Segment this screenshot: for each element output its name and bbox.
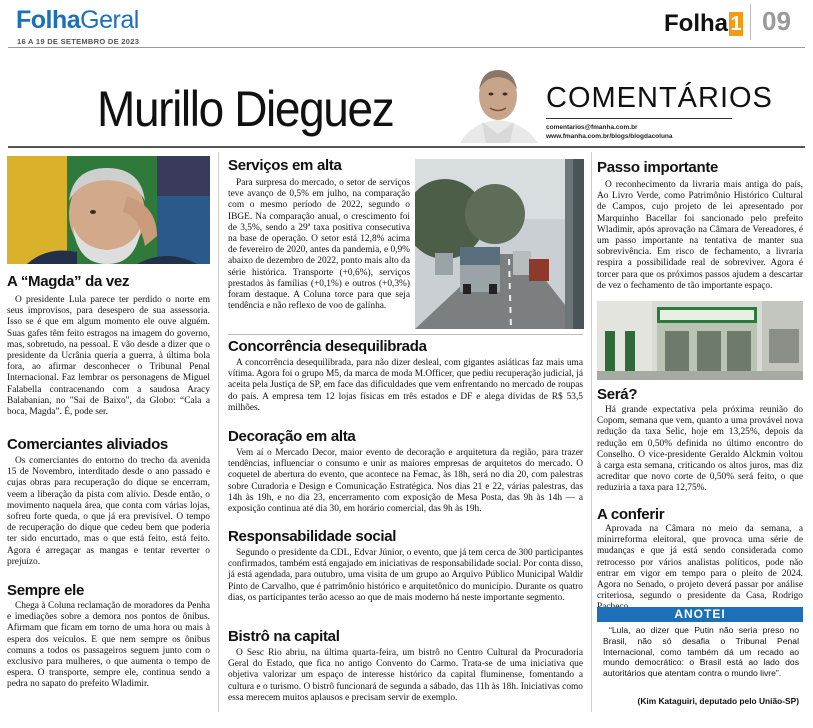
column-title: COMENTÁRIOS (546, 82, 773, 114)
headline-decoracao: Decoração em alta (228, 428, 356, 445)
body-sera: Há grande expectativa pela próxima reunião do Copom, semana que vem, quanto a uma provável nova redução da taxa Selic, hoje em 13,25%, depois da redução em 0,50% definida no último encontro do Conselho. O vice-presidente Geraldo Alckmin voltou à carga esta semana, criticando os altos juros, mas diz acreditar que novo corte de 0,50% será feito, o que reduziria a taxa para 12,75%. (597, 405, 803, 494)
headline-responsabilidade: Responsabilidade social (228, 528, 397, 545)
body-responsabilidade: Segundo o presidente da CDL, Edvar Júnior, o evento, que já tem cerca de 300 participantes confirmados, também está engajado em iniciativas de responsabilidade social. Por conta disso, já está agendada, para outubro, uma visita de um grupo ao Arquivo Público Municipal Waldir Pinto de Carvalho, que é patrimônio histórico e arquitetônico do município. Durante os quatro dias, os participantes terão acesso ao que de mais moderno há neste importante segmento. (228, 548, 583, 603)
headline-sempre-ele: Sempre ele (7, 582, 85, 599)
body-servicos: Para surpresa do mercado, o setor de serviços teve avanço de 0,5% em julho, na comparação com o mesmo período de 2022, segundo o IBGE. Na comparação anual, o crescimento foi de 3,5%, sendo a 29ª taxa positiva consecutiva na base de operação. O setor está 12,8% acima de fevereiro de 2020, antes da pandemia, e 0,9% abaixo de dezembro de 2022, ponto mais alto da série histórica. Transporte (+0,6%), serviços prestados às famílias (+0,1%) e outros (+0,3%) foram destaque. A Coluna torce para que seja tendência e não reflexo de voo de galinha. (228, 178, 410, 312)
anotei-quote: “Lula, ao dizer que Putin não seria preso no Brasil, não só desafia o Tribunal Penal Internacional, como também dá um recado ao mundo democrático: o Brasil está ao lado dos autoritários que atentam contra o mundo livre”. (603, 625, 799, 679)
body-bistro: O Sesc Rio abriu, na última quarta-feira, um bistrô no Centro Cultural da Procuradoria Geral do Estado, que fica no antigo Convento do Carmo. Trata-se de uma iniciativa que objetiva valorizar um espaço de interesse histórico da capital fluminense, fomentando a cultura e o turismo. O bistrô funcionará de segunda a sábado, das 11h às 18h. Iniciativas como essa merecem muitos aplausos e precisam servir de exemplo. (228, 648, 583, 703)
body-concorrencia: A concorrência desequilibrada, para não dizer desleal, com gigantes asiáticas faz mais uma vítima. Agora foi o grupo M5, da marca de moda M.Officer, que pediu recuperação judicial, já aceita pela Justiça de SP, em face das dificuldades que vem enfrentando no mercado de roupas do país. A empresa tem 12 lojas físicas em três estados e DF e alega dívidas de R$ 53,5 milhões. (228, 358, 583, 413)
lula-photo (7, 156, 210, 264)
author-photo (452, 60, 544, 143)
truck-highway-photo (415, 159, 584, 329)
column-title-rule (546, 118, 732, 119)
body-magda: O presidente Lula parece ter perdido o norte em seus improvisos, para desespero de sua assessoria. Isso se é que em algum momento ele ouve alguém. Suas gafes têm feito estragos na imagem do governo, mas, sobretudo, na pessoal. E vão desde a dizer que o presidente da Ucrânia queria a guerra, à última bola fora, ao afirmar desconhecer o Tribunal Penal Internacional. Faz lembrar os personagens de Miguel Falabella contracenando com a saudosa Aracy Balabanian, no "Sai de Baixo", da Globo: “Cala a boca, Magda”. É, pode ser. (7, 295, 210, 418)
column-email-link[interactable]: comentarios@fmanha.com.br (546, 124, 638, 131)
anotei-label: ANOTEI (597, 607, 803, 622)
headline-bistro: Bistrô na capital (228, 628, 340, 645)
headline-sera: Será? (597, 386, 638, 403)
body-decoracao: Vem aí o Mercado Decor, maior evento de decoração e arquitetura da região, para trazer tendências, influenciar o consumo e unir as maiores empresas de arquitetos do mercado. O coquetel de abertura do evento, que acontece na Femac, às 18h, será no dia 20, com palestras sobre Curadoria e Design e Comunicação Estratégica. Nos dias 21 e 22, várias palestras, das 14h às 19h, e no dia 23, encerramento com exposição de Mesa Posta, das 9h às 14h — a exposição continua até dia 30, em horário comercial, das 9h às 19h. (228, 448, 583, 515)
bookstore-photo (597, 301, 803, 380)
masthead-rule (8, 146, 805, 148)
column-site-link[interactable]: www.fmanha.com.br/blogs/blogdacoluna (546, 133, 673, 140)
paper-logo (664, 10, 743, 38)
column-author-name: Murillo Dieguez (97, 81, 394, 137)
edition-date: 16 A 19 DE SETEMBRO DE 2023 (17, 37, 140, 46)
header-divider (750, 4, 751, 40)
body-conferir: Aprovada na Câmara no meio da semana, a minirreforma eleitoral, que provoca uma série de mudanças e que já está sendo considerada como retrocesso por vários analistas políticos, pode não entrar em vigor em tempo para o pleito de 2024. Agora no Senado, o projeto deverá passar por análise criteriosa, segundo o presidente da Casa, Rodrigo (597, 524, 803, 602)
section-brand-bold: Folha (16, 6, 81, 34)
headline-comerciantes: Comerciantes aliviados (7, 436, 168, 453)
header-rule (8, 47, 805, 48)
rule-middle-1 (228, 334, 583, 335)
page-number: 09 (762, 6, 791, 36)
column-divider-right (591, 152, 592, 712)
body-comerciantes: Os comerciantes do entorno do trecho da avenida 15 de Novembro, interditado desde o ano passado e cujas obras para recuperação do dique se encerram, veem a liberação da pista com alívio. Desde então, o movimento naquela área, que conta com várias lojas, sofreu forte queda, o que já era previsível. O tempo de recuperação do dique que cedeu bem que poderia ter sido encurtado, mas o que está feito, está feito. Agora é arregaçar as mangas e tentar reverter o prejuízo. (7, 456, 210, 567)
paper-logo-text: Folha (664, 10, 728, 37)
body-passo: O reconhecimento da livraria mais antiga do país, Ao Livro Verde, como Patrimônio Histórico Cultural de Campos, cujo projeto de lei apresentado por Marquinho Bacellar foi sancionado pelo prefeito Wladimir, após aprovação na Câmara de Vereadores, é um passo importante na tentativa de manter sua sobrevivência. Em risco de fechamento, a livraria respira a possibilidade real de sobreviver. Agora é torcer para que os próximos passos ajudem a descartar de vez o fechamento de tão importante espaço. (597, 180, 803, 291)
column-divider-left (218, 152, 219, 712)
headline-magda: A “Magda” da vez (7, 273, 130, 290)
headline-passo: Passo importante (597, 159, 719, 176)
section-brand-light: Geral (80, 6, 139, 34)
headline-servicos: Serviços em alta (228, 157, 342, 174)
body-sempre-ele: Chega à Coluna reclamação de moradores da Penha e imediações sobre a demora nos pontos de ônibus. Afirmam que ficam em torno de uma hora ou mais à espera dos veículos. E que nem sempre os ônibus comuns a todos os passageiros seguem junto com o exclusivo para mulheres, o que aumenta o tempo de espera. O transporte, sempre ele, continua sendo a pedra no sapato do prefeito Wladimir. (7, 601, 210, 690)
paper-logo-number: 1 (730, 13, 742, 35)
section-brand (16, 6, 139, 35)
headline-conferir: A conferir (597, 506, 665, 523)
anotei-author: (Kim Kataguiri, deputado pelo União-SP) (637, 696, 799, 706)
headline-concorrencia: Concorrência desequilibrada (228, 338, 427, 355)
